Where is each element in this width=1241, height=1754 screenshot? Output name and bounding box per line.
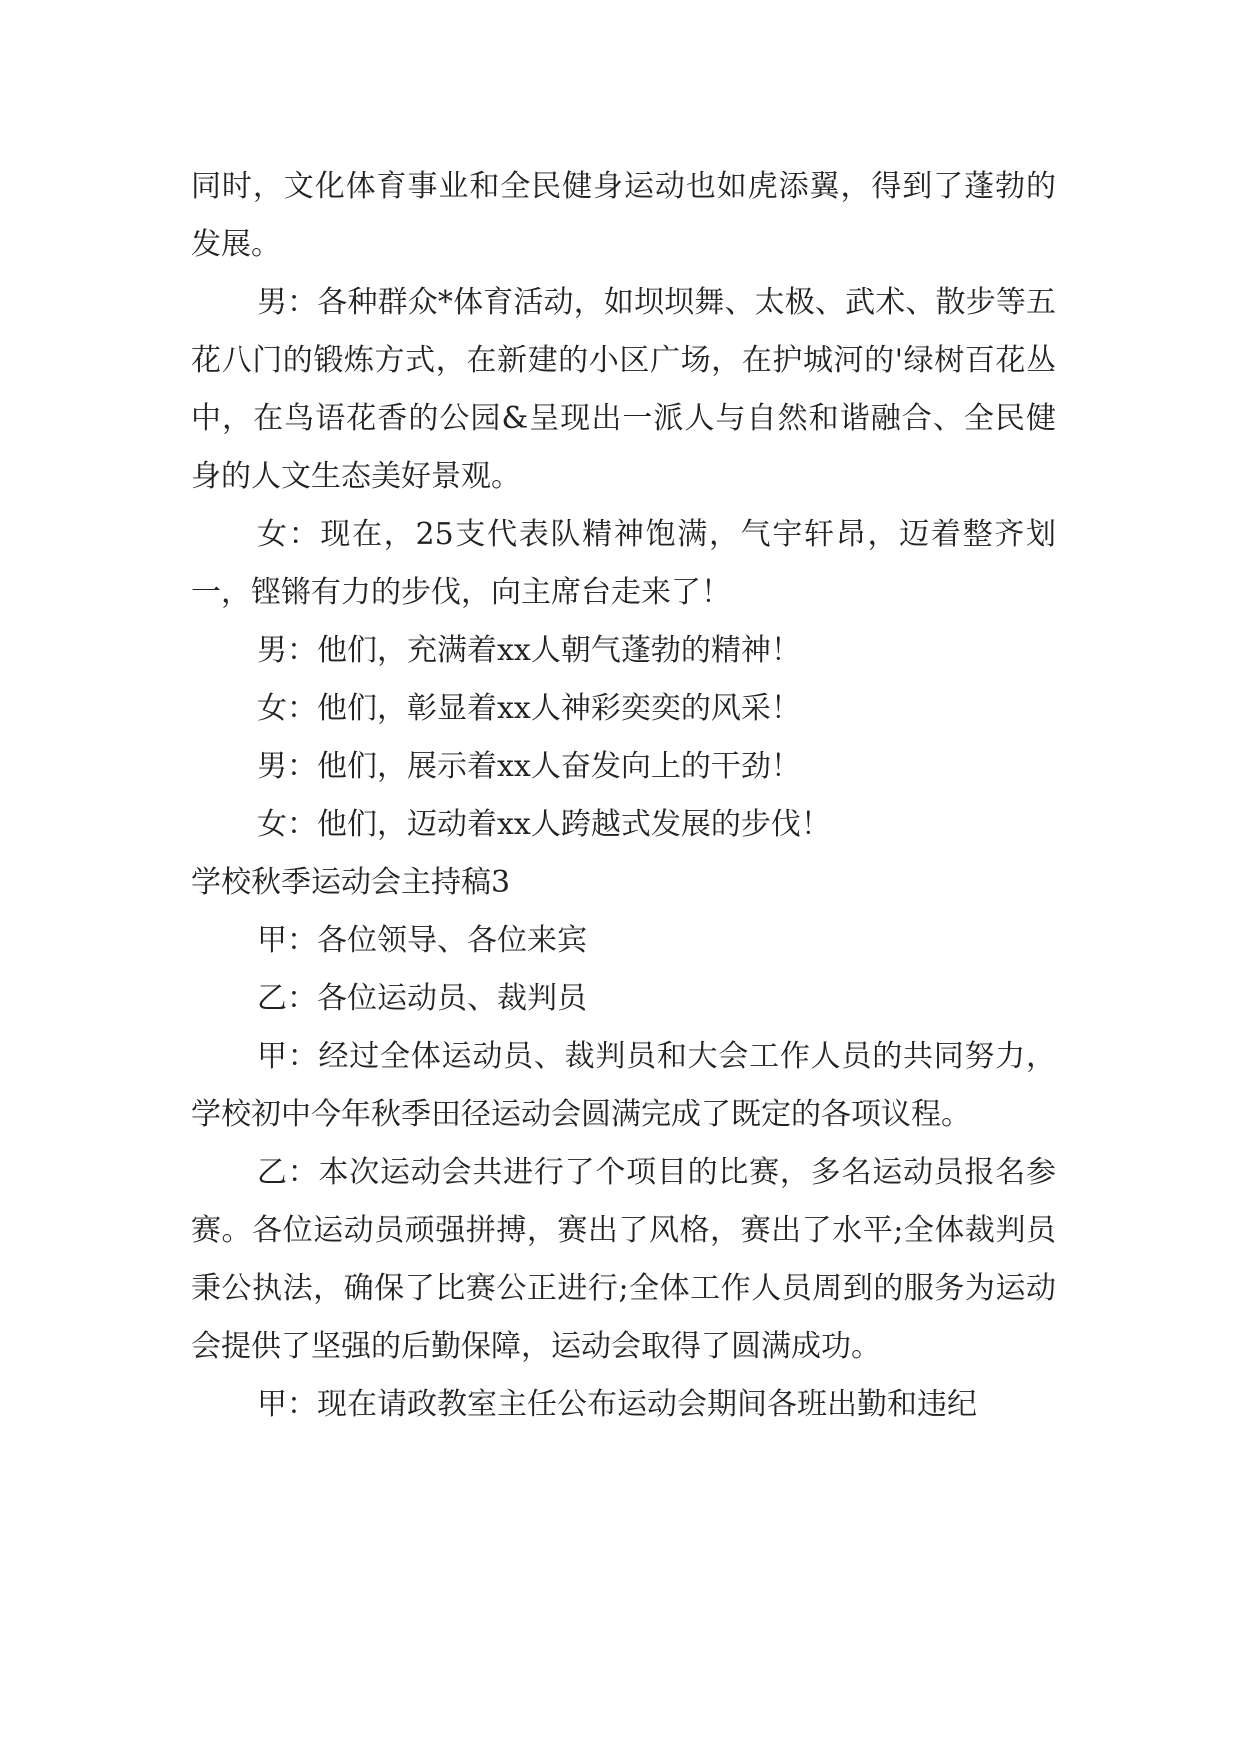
paragraph-1: 同时，文化体育事业和全民健身运动也如虎添翼，得到了蓬勃的发展。 (191, 169, 1056, 262)
paragraph-3: 女：现在，25支代表队精神饱满，气宇轩昂，迈着整齐划一，铿锵有力的步伐，向主席台走来了！ (191, 517, 1056, 610)
section-title: 学校秋季运动会主持稿3 (191, 865, 511, 900)
section-paragraph-4: 乙：本次运动会共进行了个项目的比赛，多名运动员报名参赛。各位运动员顽强拼搏，赛出了风格，赛出了水平;全体裁判员秉公执法，确保了比赛公正进行;全体工作人员周到的服务为运动会提供了坚强的后勤保障，运动会取得了圆满成功。 (191, 1155, 1056, 1364)
section-paragraph-5: 甲：现在请政教室主任公布运动会期间各班出勤和违纪 (257, 1387, 977, 1422)
paragraph-7: 女：他们，迈动着xx人跨越式发展的步伐！ (257, 807, 831, 842)
document-page (191, 158, 1056, 1434)
paragraph-5: 女：他们，彰显着xx人神彩奕奕的风采！ (257, 691, 801, 726)
paragraph-4: 男：他们，充满着xx人朝气蓬勃的精神！ (257, 633, 801, 668)
paragraph-6: 男：他们，展示着xx人奋发向上的干劲！ (257, 749, 801, 784)
section-paragraph-3: 甲：经过全体运动员、裁判员和大会工作人员的共同努力，学校初中今年秋季田径运动会圆满完成了既定的各项议程。 (191, 1039, 1056, 1132)
section-paragraph-1: 甲：各位领导、各位来宾 (257, 923, 587, 958)
section-paragraph-2: 乙：各位运动员、裁判员 (257, 981, 587, 1016)
paragraph-2: 男：各种群众*体育活动，如坝坝舞、太极、武术、散步等五花八门的锻炼方式，在新建的小区广场，在护城河的'绿树百花丛中，在鸟语花香的公园&呈现出一派人与自然和谐融合、全民健身的人文生态美好景观。 (191, 285, 1056, 494)
